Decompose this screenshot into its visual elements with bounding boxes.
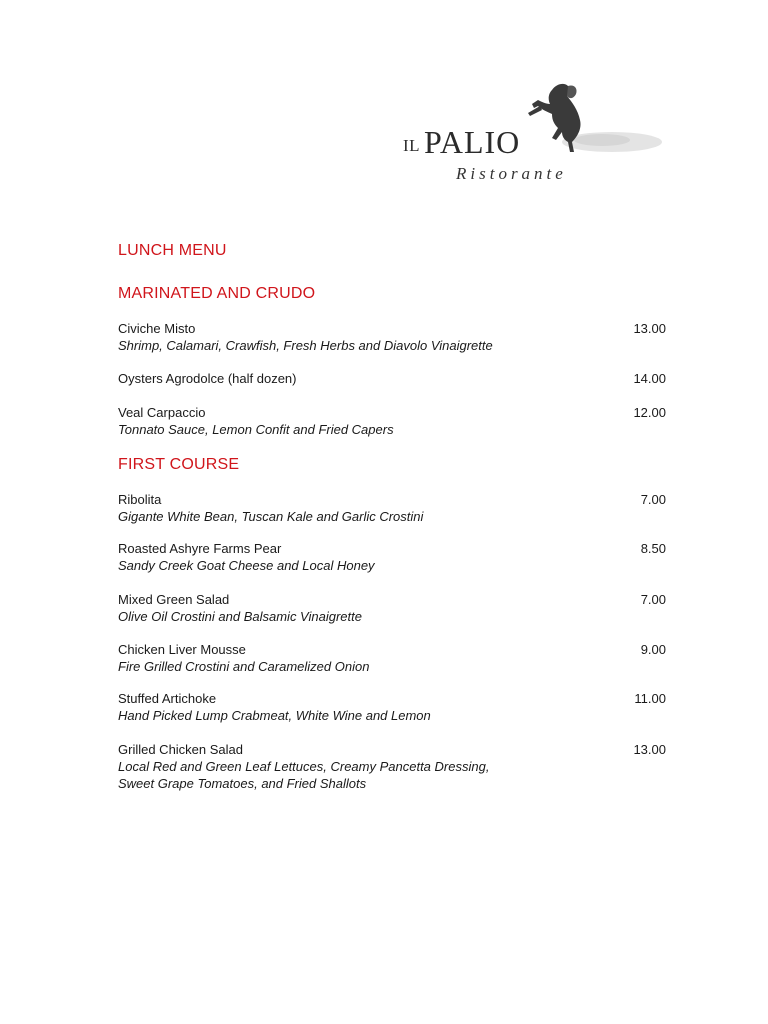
logo-name: PALIO [424, 124, 521, 160]
menu-title: LUNCH MENU [118, 242, 227, 259]
item-description: Tonnato Sauce, Lemon Confit and Fried Capers [118, 422, 394, 437]
menu-item [118, 491, 666, 525]
section-title-marinated: MARINATED AND CRUDO [118, 285, 316, 302]
item-price: 13.00 [633, 321, 666, 336]
item-name: Stuffed Artichoke [118, 691, 217, 706]
item-price: 14.00 [633, 371, 666, 386]
menu-item [118, 591, 666, 625]
item-name: Ribolita [118, 492, 162, 507]
item-name: Roasted Ashyre Farms Pear [118, 541, 282, 556]
item-description: Hand Picked Lump Crabmeat, White Wine and Lemon [118, 708, 431, 723]
item-price: 9.00 [640, 642, 666, 657]
section-title-first-course: FIRST COURSE [118, 456, 240, 473]
item-price: 11.00 [634, 691, 666, 706]
item-name: Oysters Agrodolce (half dozen) [118, 371, 297, 386]
item-price: 8.50 [640, 541, 666, 556]
item-name: Civiche Misto [118, 321, 196, 336]
item-description: Local Red and Green Leaf Lettuces, Creamy Pancetta Dressing, Sweet Grape Tomatoes, and Fried Shallots [118, 759, 490, 791]
item-price: 12.00 [633, 405, 666, 420]
item-description: Gigante White Bean, Tuscan Kale and Garlic Crostini [118, 509, 424, 524]
item-name: Mixed Green Salad [118, 592, 230, 607]
logo-subtitle: Ristorante [456, 164, 567, 183]
item-price: 13.00 [633, 742, 666, 757]
menu-item [118, 540, 666, 574]
logo-il: IL [403, 136, 421, 155]
item-name: Veal Carpaccio [118, 405, 206, 420]
rearing-horse-icon [512, 80, 662, 160]
item-price: 7.00 [640, 592, 666, 607]
menu-item [118, 370, 666, 387]
item-name: Chicken Liver Mousse [118, 642, 246, 657]
menu-item [118, 404, 666, 438]
item-description: Sandy Creek Goat Cheese and Local Honey [118, 558, 375, 573]
menu-item [118, 320, 666, 354]
item-name: Grilled Chicken Salad [118, 742, 244, 757]
restaurant-logo [400, 80, 680, 190]
item-description: Olive Oil Crostini and Balsamic Vinaigrette [118, 609, 362, 624]
item-description: Fire Grilled Crostini and Caramelized Onion [118, 659, 370, 674]
item-price: 7.00 [640, 492, 666, 507]
item-description: Shrimp, Calamari, Crawfish, Fresh Herbs and Diavolo Vinaigrette [118, 338, 493, 353]
menu-item [118, 741, 666, 792]
menu-item [118, 690, 666, 724]
menu-item [118, 641, 666, 675]
